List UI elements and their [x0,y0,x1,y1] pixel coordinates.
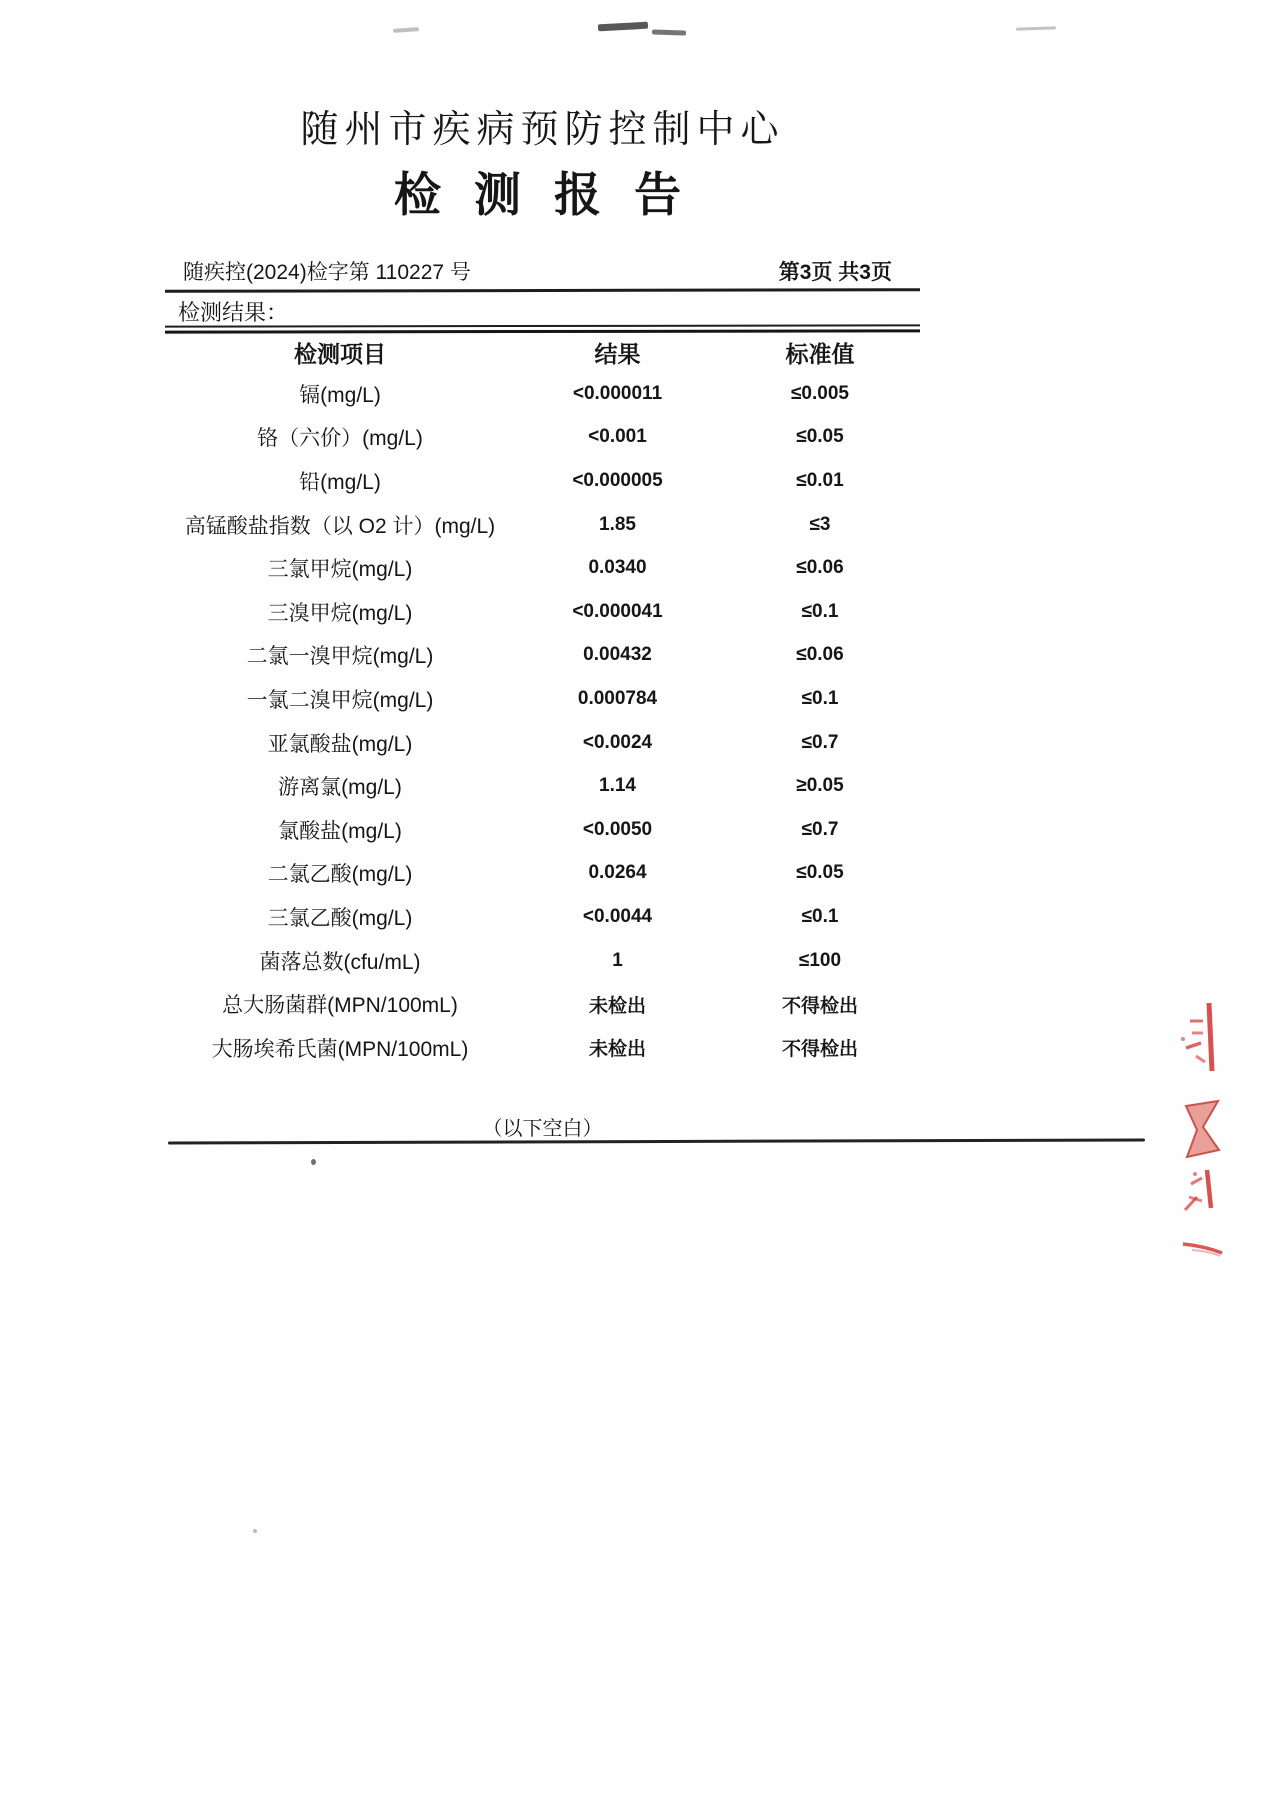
cell-standard: ≤3 [809,513,831,535]
table-row [165,459,920,503]
cell-result: 1 [612,949,623,971]
cell-standard: ≤0.06 [796,644,844,666]
cell-item: 游离氯(mg/L) [278,776,402,800]
cell-result: <0.0050 [582,818,653,840]
document-number: 随疾控(2024)检字第 110227 号 [183,261,471,284]
cell-result: 1.14 [599,775,636,797]
scan-artifact [393,27,419,33]
table-row [165,852,920,896]
column-header-result: 结果 [594,340,641,367]
cell-standard: ≤0.7 [801,731,839,753]
cell-item: 亚氯酸盐(mg/L) [267,732,413,756]
table-row [165,1026,920,1070]
cell-result: 0.0340 [588,557,647,579]
table-row [165,677,920,721]
document-meta-row [165,254,920,286]
cell-item: 氯酸盐(mg/L) [278,819,402,843]
scan-artifact [652,29,686,35]
results-table-body [165,372,920,1070]
report-title: 检 测 报 告 [393,168,692,221]
cell-result: <0.000005 [572,469,663,491]
cell-result: 未检出 [588,995,646,1017]
cell-result: <0.0044 [582,905,653,927]
cell-result: 1.85 [599,513,636,535]
column-header-item: 检测项目 [294,340,386,367]
cell-item: 镉(mg/L) [299,383,381,407]
cell-item: 铅(mg/L) [299,470,381,494]
table-row [165,416,920,460]
cell-standard: ≤0.05 [796,862,844,884]
cell-result: <0.000011 [572,382,663,404]
cell-result: <0.001 [588,426,647,448]
cell-standard: ≤0.005 [791,382,849,404]
table-header-row [165,332,920,372]
cell-item: 三氯甲烷(mg/L) [267,558,413,582]
cell-standard: ≤0.06 [796,557,844,579]
cell-result: 0.00432 [583,644,652,666]
cell-item: 三氯乙酸(mg/L) [267,906,413,930]
cell-item: 总大肠菌群(MPN/100mL) [222,994,458,1018]
cell-item: 铬（六价）(mg/L) [257,427,423,451]
cell-result: <0.000041 [572,600,663,622]
table-row [165,895,920,939]
cell-item: 高锰酸盐指数（以 O2 计）(mg/L) [184,514,496,538]
page-indicator: 第3页 共3页 [778,261,892,284]
cell-standard: ≤100 [798,949,842,971]
red-seal-fragment [1176,994,1228,1264]
table-row [165,546,920,590]
cell-standard: ≤0.1 [801,905,839,927]
cell-standard: ≤0.01 [796,469,844,491]
cell-standard: ≥0.05 [796,775,844,797]
table-row [165,808,920,852]
cell-item: 二氯一溴甲烷(mg/L) [246,645,434,669]
cell-standard: 不得检出 [781,1039,858,1061]
table-row [165,764,920,808]
table-row [165,939,920,983]
table-row [165,590,920,634]
organization-name: 随州市疾病预防控制中心 [300,109,785,151]
cell-result: <0.0024 [582,731,653,753]
column-header-standard: 标准值 [785,340,855,367]
cell-item: 二氯乙酸(mg/L) [267,863,413,887]
results-section-label: 检测结果： [178,300,289,325]
cell-standard: ≤0.1 [801,687,839,709]
cell-item: 大肠埃希氏菌(MPN/100mL) [211,1037,469,1061]
table-row [165,721,920,765]
cell-result: 0.0264 [588,862,647,884]
scan-artifact [1016,26,1056,30]
table-row [165,503,920,547]
cell-standard: ≤0.1 [801,600,839,622]
below-blank-note: （以下空白） [482,1118,603,1140]
cell-result: 未检出 [588,1039,646,1061]
cell-result: 0.000784 [577,687,658,709]
cell-item: 一氯二溴甲烷(mg/L) [246,688,434,712]
scan-artifact [598,22,648,32]
table-row [165,634,920,678]
scan-artifact [253,1529,257,1533]
cell-item: 菌落总数(cfu/mL) [259,950,421,974]
table-row [165,982,920,1026]
cell-item: 三溴甲烷(mg/L) [267,601,413,625]
rule-under-doc-number [165,288,920,293]
scan-artifact [311,1159,316,1165]
cell-standard: 不得检出 [781,995,858,1017]
cell-standard: ≤0.7 [801,818,839,840]
table-row [165,372,920,416]
cell-standard: ≤0.05 [796,426,844,448]
